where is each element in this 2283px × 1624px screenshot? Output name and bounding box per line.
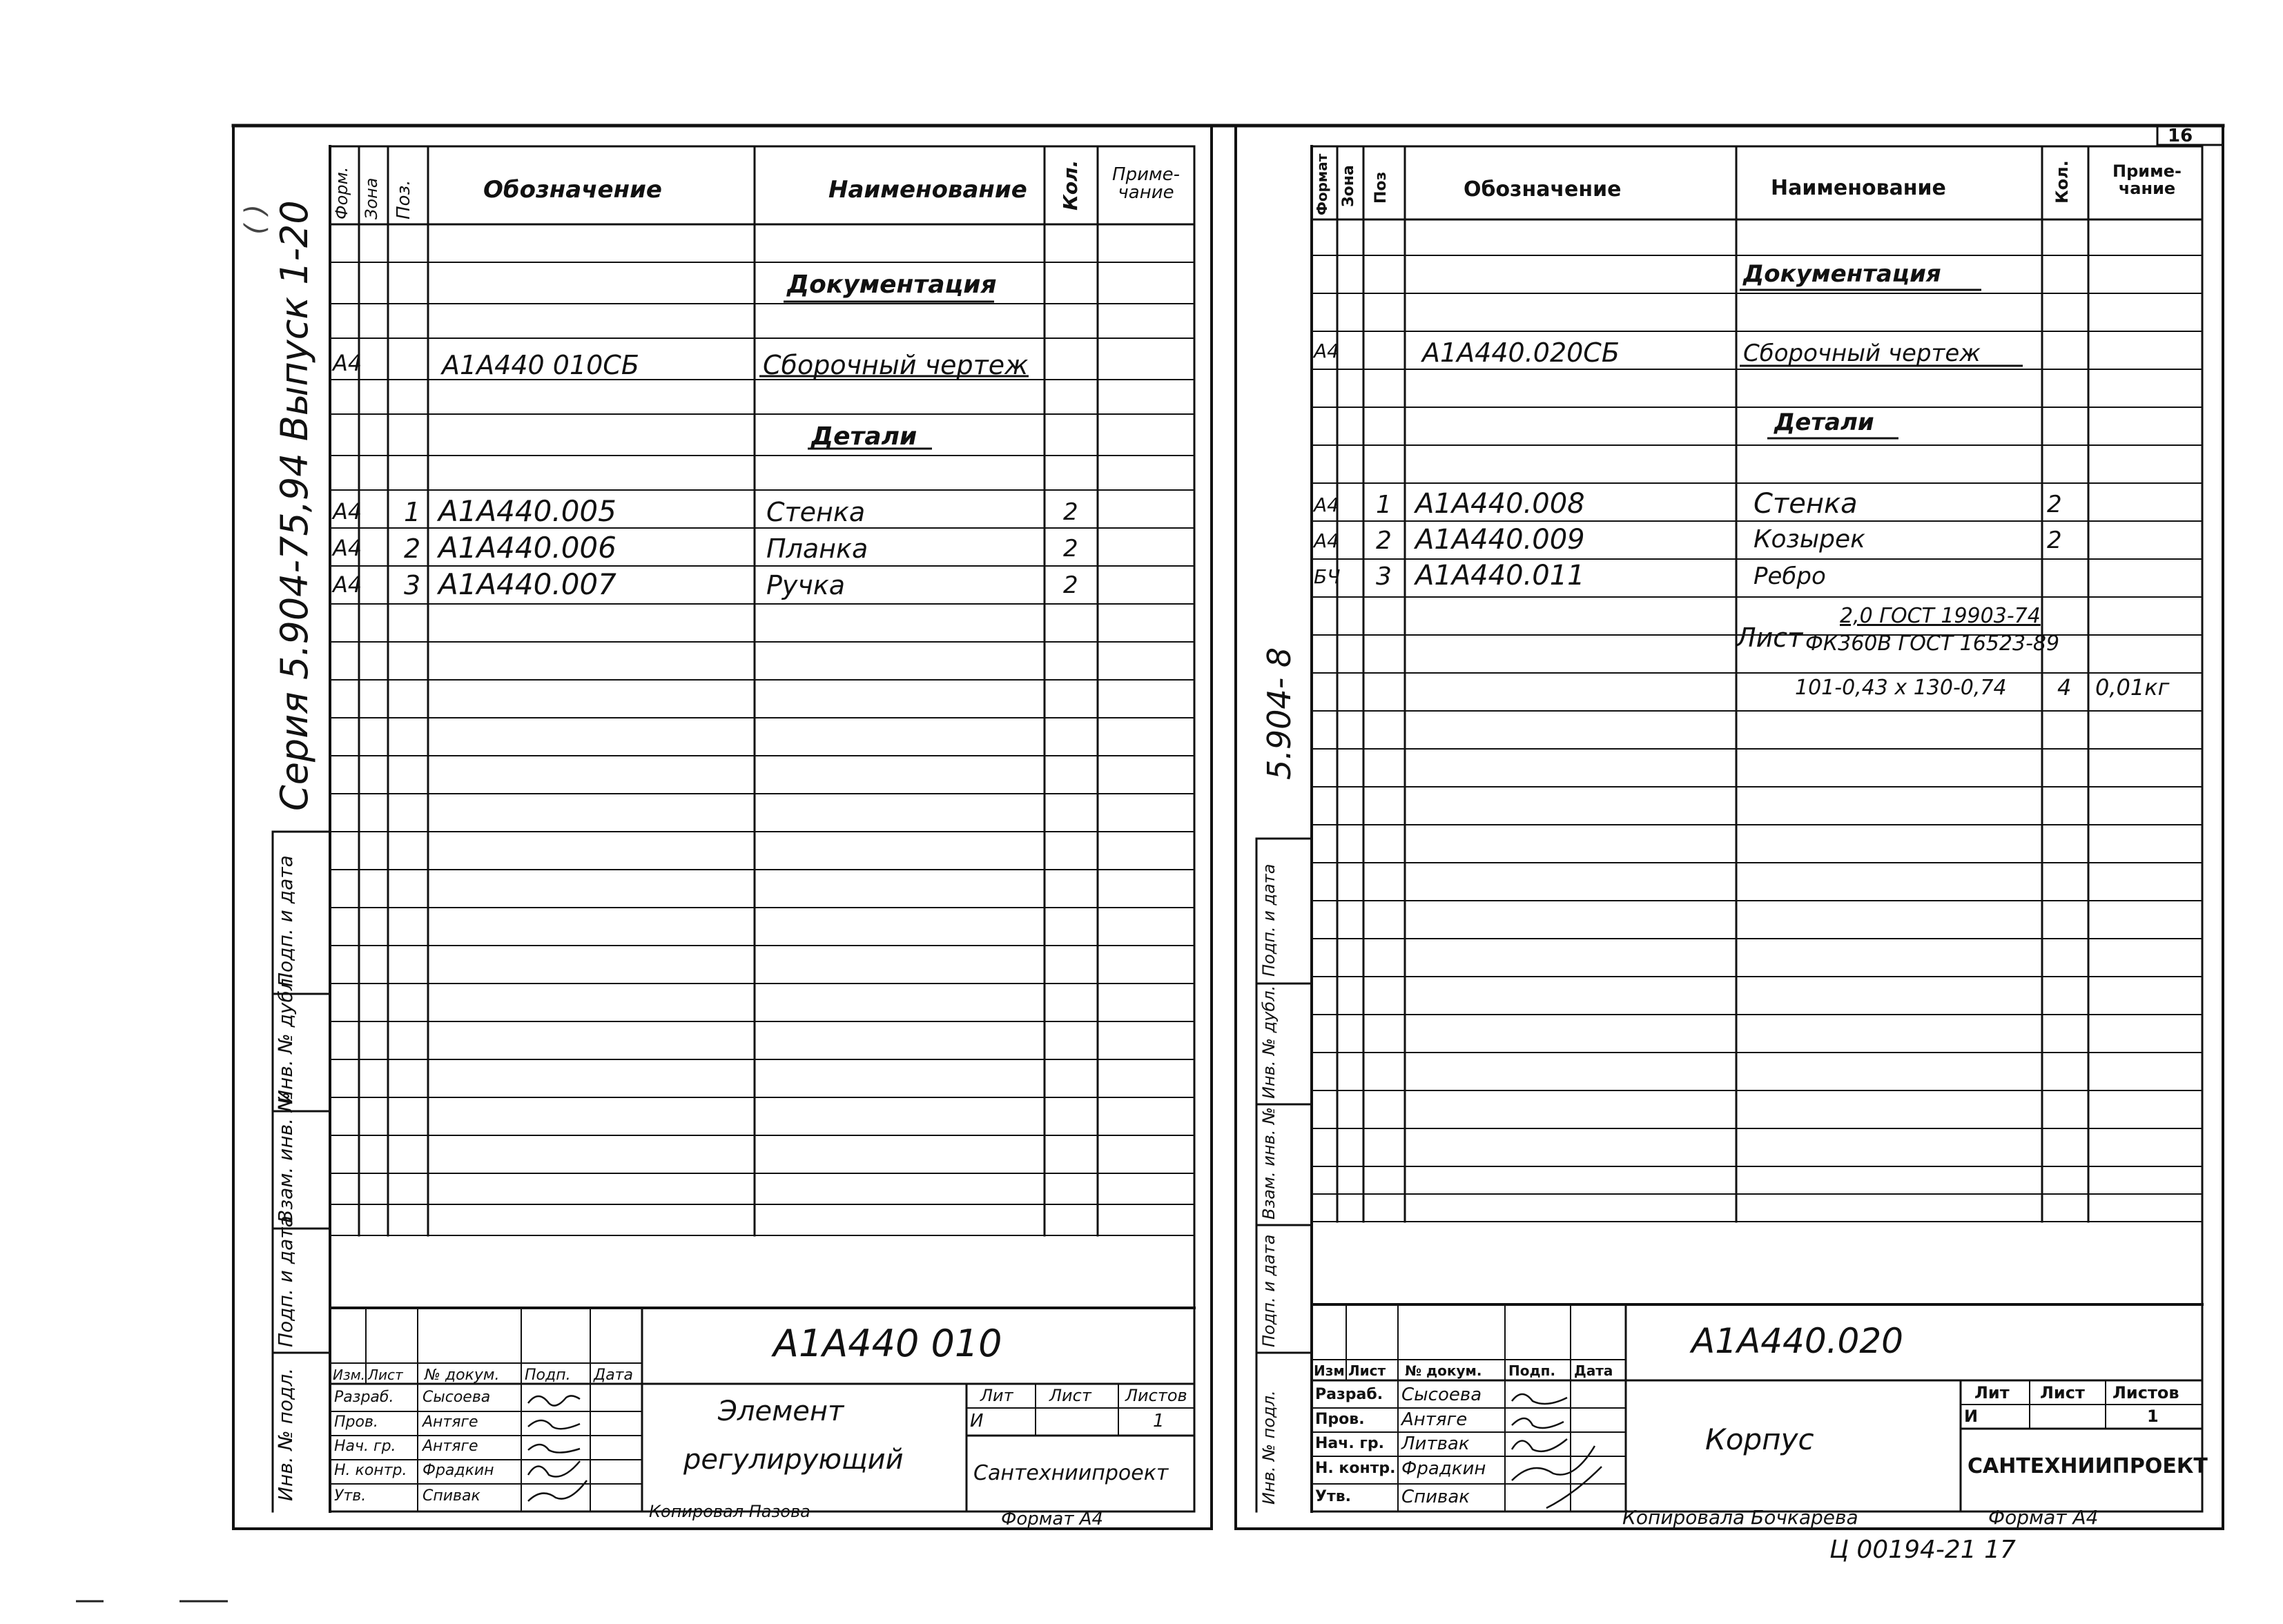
left-row-name: Стенка [766,497,866,527]
footer-stamp: Ц 00194-21 17 [1829,1536,2016,1564]
right-margin-sign-date-2: Подп. и дата [1259,1234,1279,1347]
left-col-doc: № докум. [425,1367,500,1384]
right-row-format: А4 [1314,529,1339,552]
material-sheet-word: Лист [1736,623,1803,653]
right-row-name: Стенка [1753,488,1858,520]
left-row-format: А4 [333,535,362,561]
right-title: Корпус [1705,1422,1814,1456]
left-format: Формат А4 [1001,1509,1104,1529]
right-header-pos: Поз [1372,171,1390,204]
right-row-name: Ребро [1753,562,1826,590]
left-margin-dup-inv: Инв. № дубл. [274,972,297,1104]
right-col-list: Лист [1348,1362,1386,1379]
left-row-pos: 3 [404,570,421,600]
right-role-name-3: Фрадкин [1401,1458,1486,1479]
right-lit-label: Лит [1974,1383,2010,1402]
left-org: Сантехниипроект [973,1461,1169,1485]
right-row-designation: А1А440.008 [1415,488,1585,520]
right-role-1: Пров. [1315,1411,1365,1428]
right-assembly-name: Сборочный чертеж [1743,340,1981,367]
left-col-sign: Подп. [525,1367,571,1384]
left-col-izm: Изм. [333,1367,366,1383]
left-margin-sign-date-2: Подп. и дата [274,1215,297,1347]
left-header-designation: Обозначение [483,176,662,204]
right-role-name-2: Литвак [1401,1434,1470,1454]
right-section-details: Детали [1774,409,1874,436]
left-signatures-icon [525,1384,590,1512]
right-section-docs: Документация [1743,260,1941,288]
right-row-designation: А1А440.009 [1415,524,1585,556]
right-margin-replace-inv: Взам. инв. № [1259,1107,1279,1220]
left-margin-sign-date-1: Подп. и дата [274,855,297,987]
left-row-qty: 2 [1063,571,1078,599]
right-signatures-icon [1505,1380,1626,1512]
left-side-caption: Серия 5.904-75,94 Выпуск 1-20 [273,200,316,811]
left-header-qty: Кол. [1059,159,1082,211]
left-col-date: Дата [594,1367,633,1384]
right-assembly-designation: А1А440.020СБ [1422,337,1620,368]
left-assembly-name: Сборочный чертеж [763,350,1029,380]
right-sheet-label: Лист [2040,1383,2085,1402]
right-sheets-value: 1 [2147,1407,2159,1426]
left-title-line2: регулирующий [683,1444,904,1476]
material-note: 0,01кг [2095,674,2170,701]
left-side-caption-marks: ( ) [240,204,271,235]
left-header-note: Приме-чание [1112,164,1180,203]
left-role-name-3: Фрадкин [422,1462,494,1479]
right-role-0: Разраб. [1315,1386,1383,1403]
right-header-format: Формат [1314,153,1330,215]
right-row-qty: 2 [2047,527,2062,554]
right-format: Формат А4 [1988,1506,2099,1529]
right-lit-value: И [1964,1407,1979,1426]
right-row-format: БЧ [1314,565,1341,588]
right-row-designation: А1А440.011 [1415,560,1585,591]
left-role-1: Пров. [334,1413,378,1431]
right-header-zone: Зона [1340,165,1357,207]
right-row-pos: 2 [1376,527,1392,555]
right-assembly-format: А4 [1314,340,1339,362]
page-number: 16 [2168,126,2193,146]
material-qty: 4 [2057,674,2072,701]
left-row-designation: А1А440.006 [438,531,616,565]
left-doc-number: А1А440 010 [773,1322,1002,1365]
left-header-format: Форм. [332,166,351,219]
left-row-qty: 2 [1063,535,1078,562]
right-row-pos: 3 [1376,562,1392,591]
left-row-format: А4 [333,571,362,598]
left-lit-value: И [970,1411,984,1431]
left-section-details: Детали [811,422,917,451]
left-role-name-1: Антяге [422,1413,478,1431]
right-header-name: Наименование [1771,176,1946,200]
material-line1: 2,0 ГОСТ 19903-74 [1840,604,2041,628]
right-margin-dup-inv: Инв. № дубл. [1259,985,1279,1099]
right-side-caption: 5.904- 8 [1261,647,1298,780]
right-margin-sign-date-1: Подп. и дата [1259,863,1279,977]
left-header-name: Наименование [828,176,1027,204]
left-role-name-2: Антяге [422,1438,478,1455]
left-header-pos: Поз. [394,179,414,219]
left-margin-orig-inv: Инв. № подл. [274,1367,297,1501]
left-role-name-0: Сысоева [422,1389,491,1406]
left-role-name-4: Спивак [422,1487,480,1505]
material-line2: ФК360В ГОСТ 16523-89 [1805,632,2060,656]
right-sheets-label: Листов [2112,1383,2179,1402]
left-lit-label: Лит [980,1386,1013,1405]
left-row-pos: 1 [404,497,421,527]
left-role-4: Утв. [334,1487,367,1505]
right-role-4: Утв. [1315,1488,1351,1505]
right-header-note: Приме-чание [2112,162,2182,199]
left-sheets-label: Листов [1125,1386,1187,1405]
right-header-qty: Кол. [2052,160,2072,204]
right-copied: Копировала Бочкарева [1622,1506,1858,1529]
left-row-designation: А1А440.005 [438,494,616,528]
left-row-name: Ручка [766,570,846,600]
left-sheets-value: 1 [1153,1411,1165,1431]
left-role-3: Н. контр. [334,1462,407,1479]
right-col-doc: № докум. [1405,1362,1482,1379]
right-col-izm: Изм [1314,1362,1345,1379]
right-role-name-1: Антяге [1401,1409,1468,1430]
left-row-designation: А1А440.007 [438,567,616,601]
right-row-qty: 2 [2047,491,2062,518]
right-row-pos: 1 [1376,491,1392,519]
left-row-name: Планка [766,534,868,564]
right-role-3: Н. контр. [1315,1460,1396,1477]
left-title-line1: Элемент [718,1396,844,1427]
right-col-sign: Подп. [1508,1362,1556,1379]
left-assembly-designation: А1А440 010СБ [442,350,639,380]
left-section-docs: Документация [787,271,997,299]
right-row-name: Козырек [1753,525,1865,554]
right-role-name-0: Сысоева [1401,1385,1482,1405]
left-role-2: Нач. гр. [334,1438,396,1455]
left-header-zone: Зона [362,177,381,219]
right-header-designation: Обозначение [1464,177,1622,202]
right-margin-orig-inv: Инв. № подл. [1259,1390,1279,1505]
right-role-name-4: Спивак [1401,1487,1470,1507]
left-row-pos: 2 [404,534,421,564]
scan-mark-icon [0,1587,290,1615]
left-margin-replace-inv: Взам. инв. № [274,1091,297,1223]
right-col-date: Дата [1574,1362,1613,1379]
right-doc-number: А1А440.020 [1691,1321,1903,1361]
left-col-list: Лист [368,1367,403,1383]
left-role-0: Разраб. [334,1389,394,1406]
left-assembly-format: А4 [333,350,362,376]
left-row-qty: 2 [1063,498,1078,526]
left-sheet-label: Лист [1049,1386,1091,1405]
right-row-format: А4 [1314,493,1339,516]
left-copied: Копировал Пазова [649,1502,810,1521]
material-dims: 101-0,43 х 130-0,74 [1795,676,2007,700]
right-role-2: Нач. гр. [1315,1435,1384,1452]
left-row-format: А4 [333,498,362,525]
right-org: САНТЕХНИИПРОЕКТ [1968,1454,2208,1478]
